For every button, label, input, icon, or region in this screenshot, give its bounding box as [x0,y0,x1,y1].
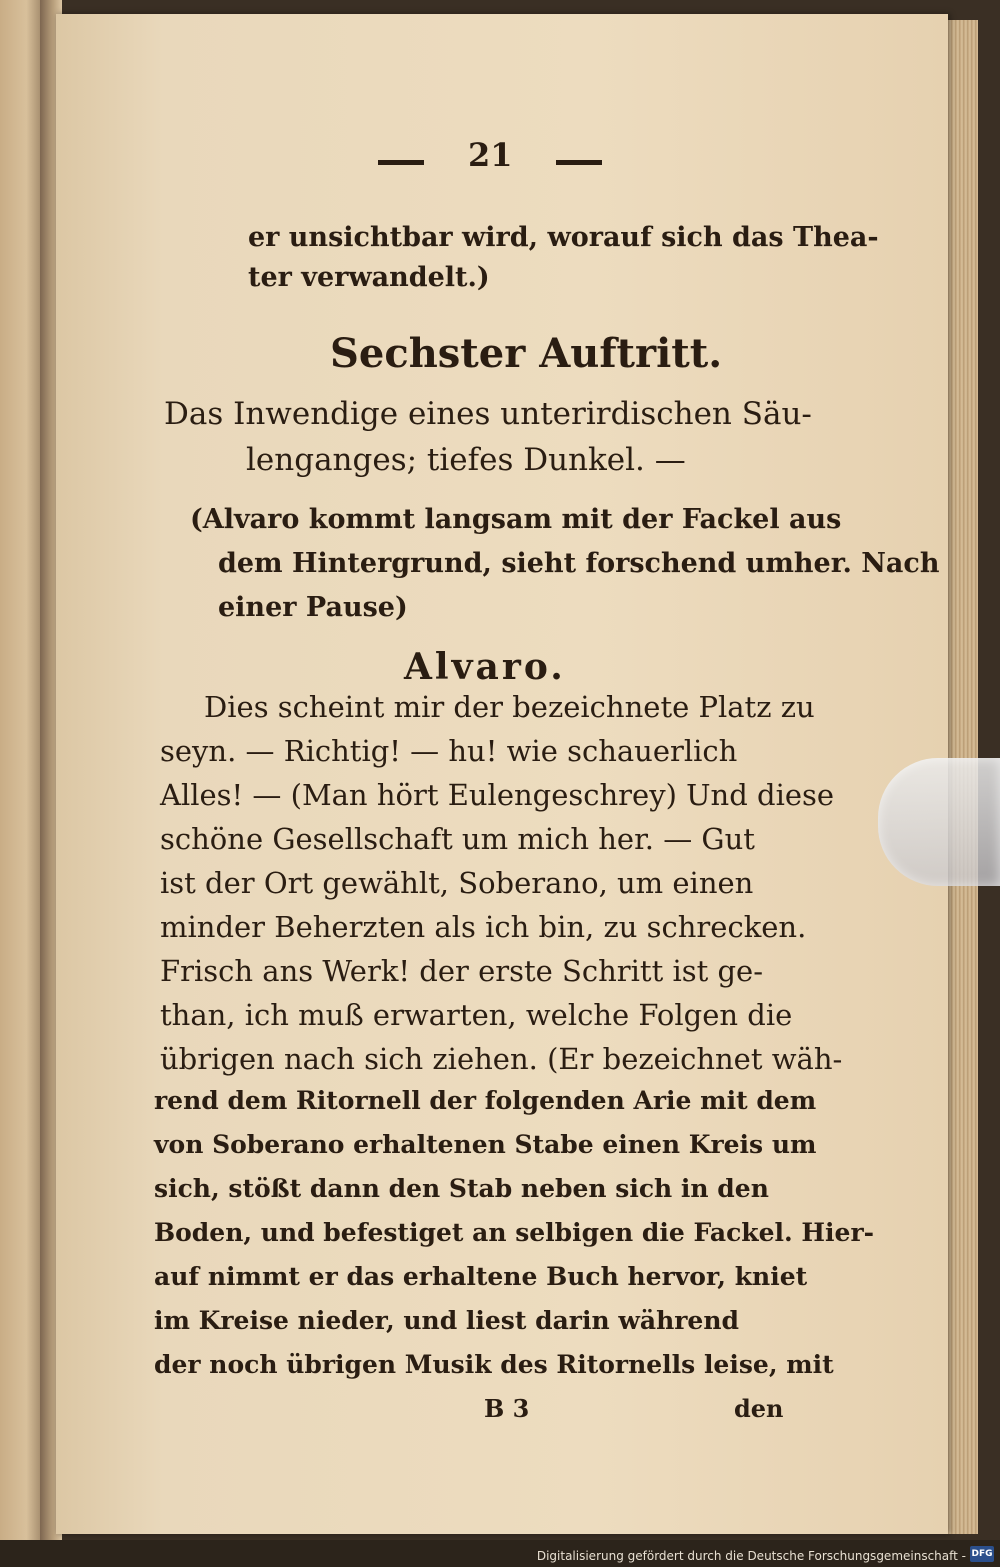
stage-direction-2-line-1: rend dem Ritornell der folgenden Arie mit dem [154,1086,817,1115]
stage-direction-line-1: (Alvaro kommt langsam mit der Fackel aus [190,504,842,535]
stage-direction-2-line-5: auf nimmt er das erhaltene Buch hervor, kniet [154,1262,808,1291]
page-number: 21 [468,136,513,174]
signature-mark: B 3 [484,1394,530,1423]
stage-direction-2-line-3: sich, stößt dann den Stab neben sich in den [154,1174,769,1203]
speech-line-2: seyn. — Richtig! — hu! wie schauerlich [160,734,738,768]
scene-title: Sechster Auftritt. [330,330,723,377]
footer-credit: Digitalisierung gefördert durch die Deutsche Forschungsgemeinschaft - [536,1549,966,1563]
setting-line-1: Das Inwendige eines unterirdischen Säu- [164,396,812,432]
speech-line-6: minder Beherzten als ich bin, zu schrecken. [160,910,807,944]
stage-direction-line-3: einer Pause) [218,592,408,623]
speech-line-8: than, ich muß erwarten, welche Folgen die [160,998,793,1032]
stage-direction-2-line-4: Boden, und befestiget an selbigen die Fackel. Hier- [154,1218,875,1247]
speech-line-1: Dies scheint mir der bezeichnete Platz zu [204,690,815,724]
setting-line-2: lenganges; tiefes Dunkel. — [246,442,686,478]
speech-line-4: schöne Gesellschaft um mich her. — Gut [160,822,755,856]
catchword: den [734,1394,784,1423]
speech-line-3: Alles! — (Man hört Eulengeschrey) Und diese [160,778,835,812]
header-dash-right [556,160,602,165]
speaker-name: Alvaro. [404,646,566,688]
stage-direction-2-line-7: der noch übrigen Musik des Ritornells leise, mit [154,1350,834,1379]
page-clip [878,758,1000,886]
carry-over-line-2: ter verwandelt.) [248,262,490,293]
stage-direction-2-line-2: von Soberano erhaltenen Stabe einen Kreis um [154,1130,817,1159]
carry-over-line-1: er unsichtbar wird, worauf sich das Thea- [248,222,879,253]
speech-line-9: übrigen nach sich ziehen. (Er bezeichnet wäh- [160,1042,843,1076]
speech-line-7: Frisch ans Werk! der erste Schritt ist ge- [160,954,764,988]
header-dash-left [378,160,424,165]
stage-direction-line-2: dem Hintergrund, sieht forschend umher. Nach [218,548,940,579]
speech-line-5: ist der Ort gewählt, Soberano, um einen [160,866,754,900]
dfg-logo: DFG [970,1546,994,1562]
stage-direction-2-line-6: im Kreise nieder, und liest darin während [154,1306,739,1335]
